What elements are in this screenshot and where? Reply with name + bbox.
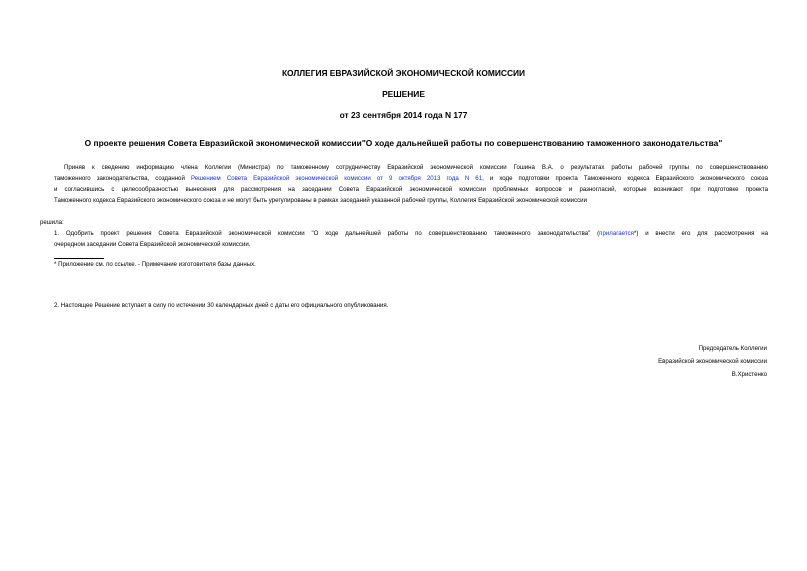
- doc-type-heading: РЕШЕНИЕ: [382, 89, 425, 99]
- preamble-line-4: Таможенного кодекса Евразийского экономического союза и не могут быть урегулированы в рамках заседаний указанной рабочей группы, Коллегия Евразийской экономической комиссии: [54, 197, 587, 204]
- item-1-line-1: [54, 229, 768, 240]
- preamble-line-2: [54, 174, 768, 185]
- preamble-line-1: Приняв к сведению информацию члена Коллегии (Министра) по таможенному сотрудничеству Евразийской экономической комиссии Гошина В.А. о результатах работы рабочей группы по совершенствованию: [64, 164, 768, 171]
- signature-name: В.Христенко: [731, 371, 767, 378]
- preamble-text: таможенного законодательства, созданной: [54, 175, 185, 182]
- doc-title: О проекте решения Совета Евразийской экономической комиссии"О ходе дальнейшей работы по совершенствованию таможенного законодательства": [84, 138, 723, 148]
- org-heading: КОЛЛЕГИЯ ЕВРАЗИЙСКОЙ ЭКОНОМИЧЕСКОЙ КОМИССИИ: [281, 68, 526, 78]
- doc-date: от 23 сентября 2014 года N 177: [339, 110, 468, 120]
- item-1-text: *) и внести его для рассмотрения на: [633, 230, 768, 237]
- signature-position: Председатель Коллегии: [698, 345, 767, 352]
- preamble-line-3: и согласившись с целесообразностью вынесения для рассмотрения на заседании Совета Евразийской экономической комиссии проблемных вопросов и разногласий, которые возникают при подготовке проекта: [54, 186, 768, 193]
- item-1-text: 1. Одобрить проект решения Совета Евразийской экономической комиссии "О ходе дальнейшей работы по совершенствованию таможенного законодательства" (: [54, 230, 600, 237]
- item-2: 2. Настоящее Решение вступает в силу по истечении 30 календарных дней с даты его официального опубликования.: [54, 302, 389, 309]
- preamble-text: , и ходе подготовки проекта Таможенного кодекса Евразийского экономического союза: [482, 175, 768, 182]
- item-1-line-2: очередном заседании Совета Евразийской экономической комиссии.: [54, 241, 251, 248]
- decided-label: решила:: [40, 219, 64, 226]
- appendix-link[interactable]: прилагается: [599, 230, 634, 237]
- decision-61-link[interactable]: Решением Совета Евразийской экономической комиссии от 9 октября 2013 года N 61: [190, 175, 483, 182]
- footnote: * Приложение см. по ссылке. - Примечание изготовителя базы данных.: [54, 261, 256, 268]
- signature-organization: Евразийской экономической комиссии: [658, 358, 767, 365]
- footnote-divider: [54, 258, 104, 259]
